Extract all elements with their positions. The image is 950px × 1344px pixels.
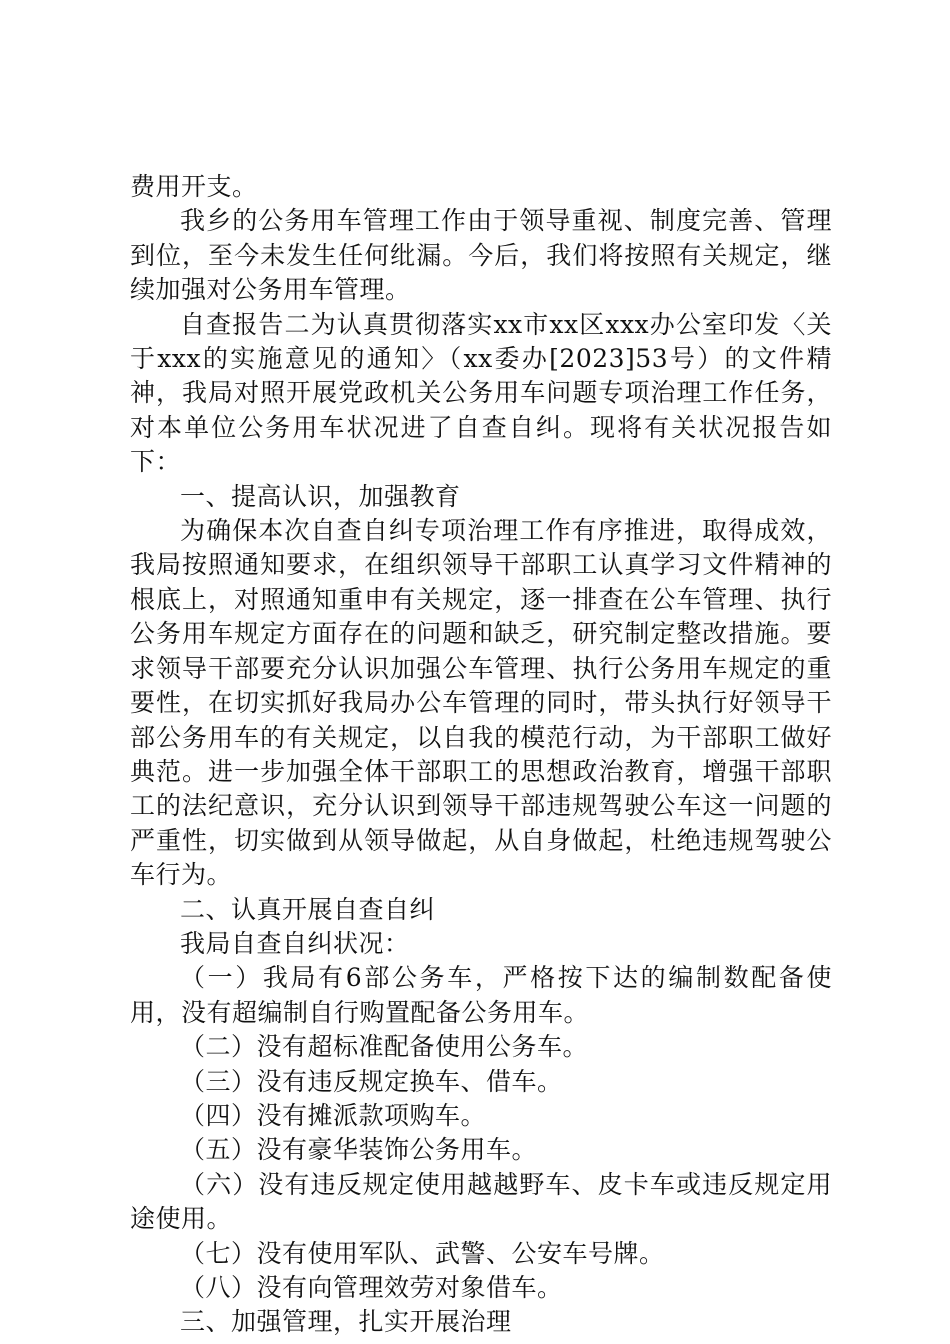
list-item: （三）没有违反规定换车、借车。: [180, 1066, 563, 1096]
list-item: （二）没有超标准配备使用公务车。: [180, 1032, 589, 1062]
paragraph-summary: 我乡的公务用车管理工作由于领导重视、制度完善、管理到位，至今未发生任何纰漏。今后，我们将按照有关规定，继续加强对公务用车管理。: [130, 206, 832, 305]
list-item: （七）没有使用军队、武警、公安车号牌。: [180, 1238, 665, 1268]
section-heading-1: 一、提高认识，加强教育: [180, 481, 461, 511]
list-item: （一）我局有6部公务车，严格按下达的编制数配备使用，没有超编制自行购置配备公务用车。: [130, 963, 832, 1027]
list-item: （五）没有豪华装饰公务用车。: [180, 1135, 538, 1165]
list-item: （六）没有违反规定使用越越野车、皮卡车或违反规定用途使用。: [130, 1169, 832, 1234]
section-heading-3: 三、加强管理，扎实开展治理: [180, 1307, 512, 1337]
document-body: [130, 170, 832, 1340]
paragraph-section-1: 为确保本次自查自纠专项治理工作有序推进，取得成效，我局按照通知要求，在组织领导干部职工认真学习文件精神的根底上，对照通知重申有关规定，逐一排查在公车管理、执行公务用车规定方面存在的问题和缺乏，研究制定整改措施。要求领导干部要充分认识加强公车管理、执行公务用车规定的重要性，在切实抓好我局办公车管理的同时，带头执行好领导干部公务用车的有关规定，以自我的模范行动，为干部职工做好典范。进一步加强全体干部职工的思想政治教育，增强干部职工的法纪意识，充分认识到领导干部违规驾驶公车这一问题的严重性，切实做到从领导做起，从自身做起，杜绝违规驾驶公车行为。: [130, 516, 832, 890]
paragraph-self-check-intro: 我局自查自纠状况：: [180, 928, 410, 958]
paragraph-continuation: 费用开支。: [130, 172, 258, 201]
paragraph-report-intro: 自查报告二为认真贯彻落实xx市xx区xxx办公室印发〈关于xxx的实施意见的通知〉（xx委办[2023]53号）的文件精神，我局对照开展党政机关公务用车问题专项治理工作任务，对本单位公务用车状况进了自查自纠。现将有关状况报告如下：: [130, 309, 832, 477]
section-heading-2: 二、认真开展自查自纠: [180, 894, 436, 924]
list-item: （八）没有向管理效劳对象借车。: [180, 1273, 563, 1302]
list-item: （四）没有摊派款项购车。: [180, 1100, 487, 1130]
